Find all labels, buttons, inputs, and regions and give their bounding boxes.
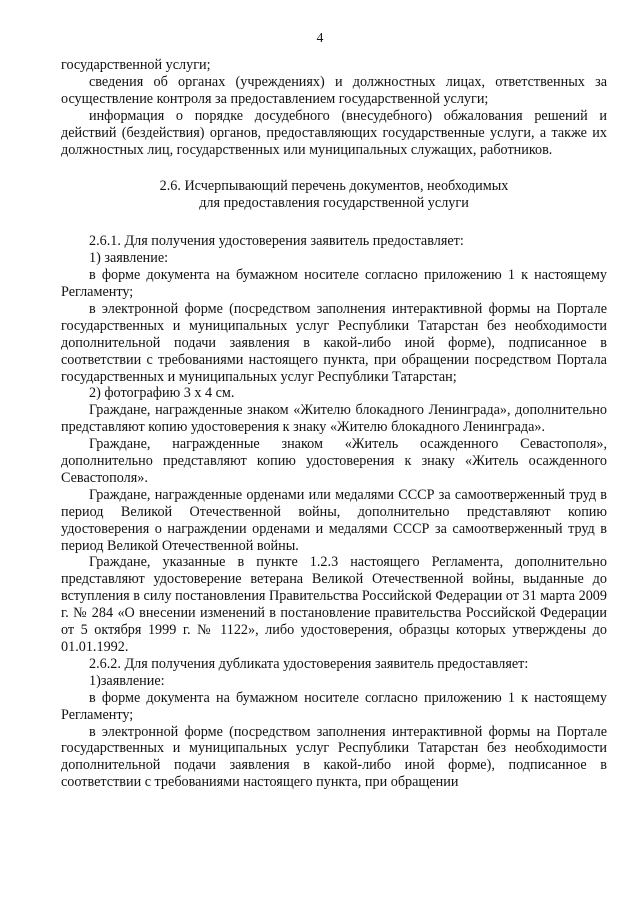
paragraph: 2.6.2. Для получения дубликата удостоверения заявитель предоставляет: [89,655,529,672]
section-heading [61,178,607,212]
paragraph: 1) заявление: [89,250,169,267]
section-heading-line: для предоставления государственной услуги [199,195,469,212]
page-number: 4 [316,30,324,45]
paragraph: информация о порядке досудебного (внесудебного) обжалования решений и действий (бездействия) органов, предоставляющих государственные услуги, а также их должностных лиц, государственных или муниципальных служащих, работников. [61,107,607,158]
paragraph: Граждане, указанные в пункте 1.2.3 настоящего Регламента, дополнительно представляют удостоверение ветерана Великой Отечественной войны, выданные до вступления в силу постановления Правительства Российской Федерации от 31 марта 2009 г. № 284 «О внесении изменений в постановление правительства Российской Федерации от 5 октября 1999 г. № 1122», либо удостоверения, образцы которых утверждены до 01.01.1992. [61,554,607,655]
paragraph: Граждане, награжденные знаком «Житель осажденного Севастополя», дополнительно представляют копию удостоверения к знаку «Житель осажденного Севастополя». [61,436,607,486]
paragraph: 2) фотографию 3 х 4 см. [89,385,235,402]
paragraph: сведения об органах (учреждениях) и должностных лицах, ответственных за осуществление контроля за предоставлением государственной услуги; [61,73,607,107]
paragraph: в форме документа на бумажном носителе согласно приложению 1 к настоящему Регламенту; [61,267,607,300]
paragraph: в форме документа на бумажном носителе согласно приложению 1 к настоящему Регламенту; [61,689,607,723]
paragraph: 1)заявление: [89,672,165,689]
paragraph: 2.6.1. Для получения удостоверения заявитель предоставляет: [89,233,464,250]
paragraph: Граждане, награжденные орденами или медалями СССР за самоотверженный труд в период Великой Отечественной войны, дополнительно представляют копию удостоверения о награждении орденами и медалями СССР за самоотверженный труд в период Великой Отечественной войны. [61,486,607,554]
paragraph: государственной услуги; [61,57,211,73]
paragraph: в электронной форме (посредством заполнения интерактивной формы на Портале государственных и муниципальных услуг Республики Татарстан без необходимости дополнительной подачи заявления в какой-либо иной форме), подписанное в соответствии с требованиями настоящего пункта, при обращении посредством Портала государственных и муниципальных услуг Республики Татарстан; [61,300,607,385]
document-body [61,57,607,791]
paragraph: в электронной форме (посредством заполнения интерактивной формы на Портале государственных и муниципальных услуг Республики Татарстан без необходимости дополнительной подачи заявления в какой-либо иной форме), подписанное в соответствии с требованиями настоящего пункта, при обращении [61,723,607,791]
paragraph: Граждане, награжденные знаком «Жителю блокадного Ленинграда», дополнительно представляют копию удостоверения к знаку «Жителю блокадного Ленинграда». [61,402,607,436]
section-heading-line: 2.6. Исчерпывающий перечень документов, необходимых [159,178,509,195]
